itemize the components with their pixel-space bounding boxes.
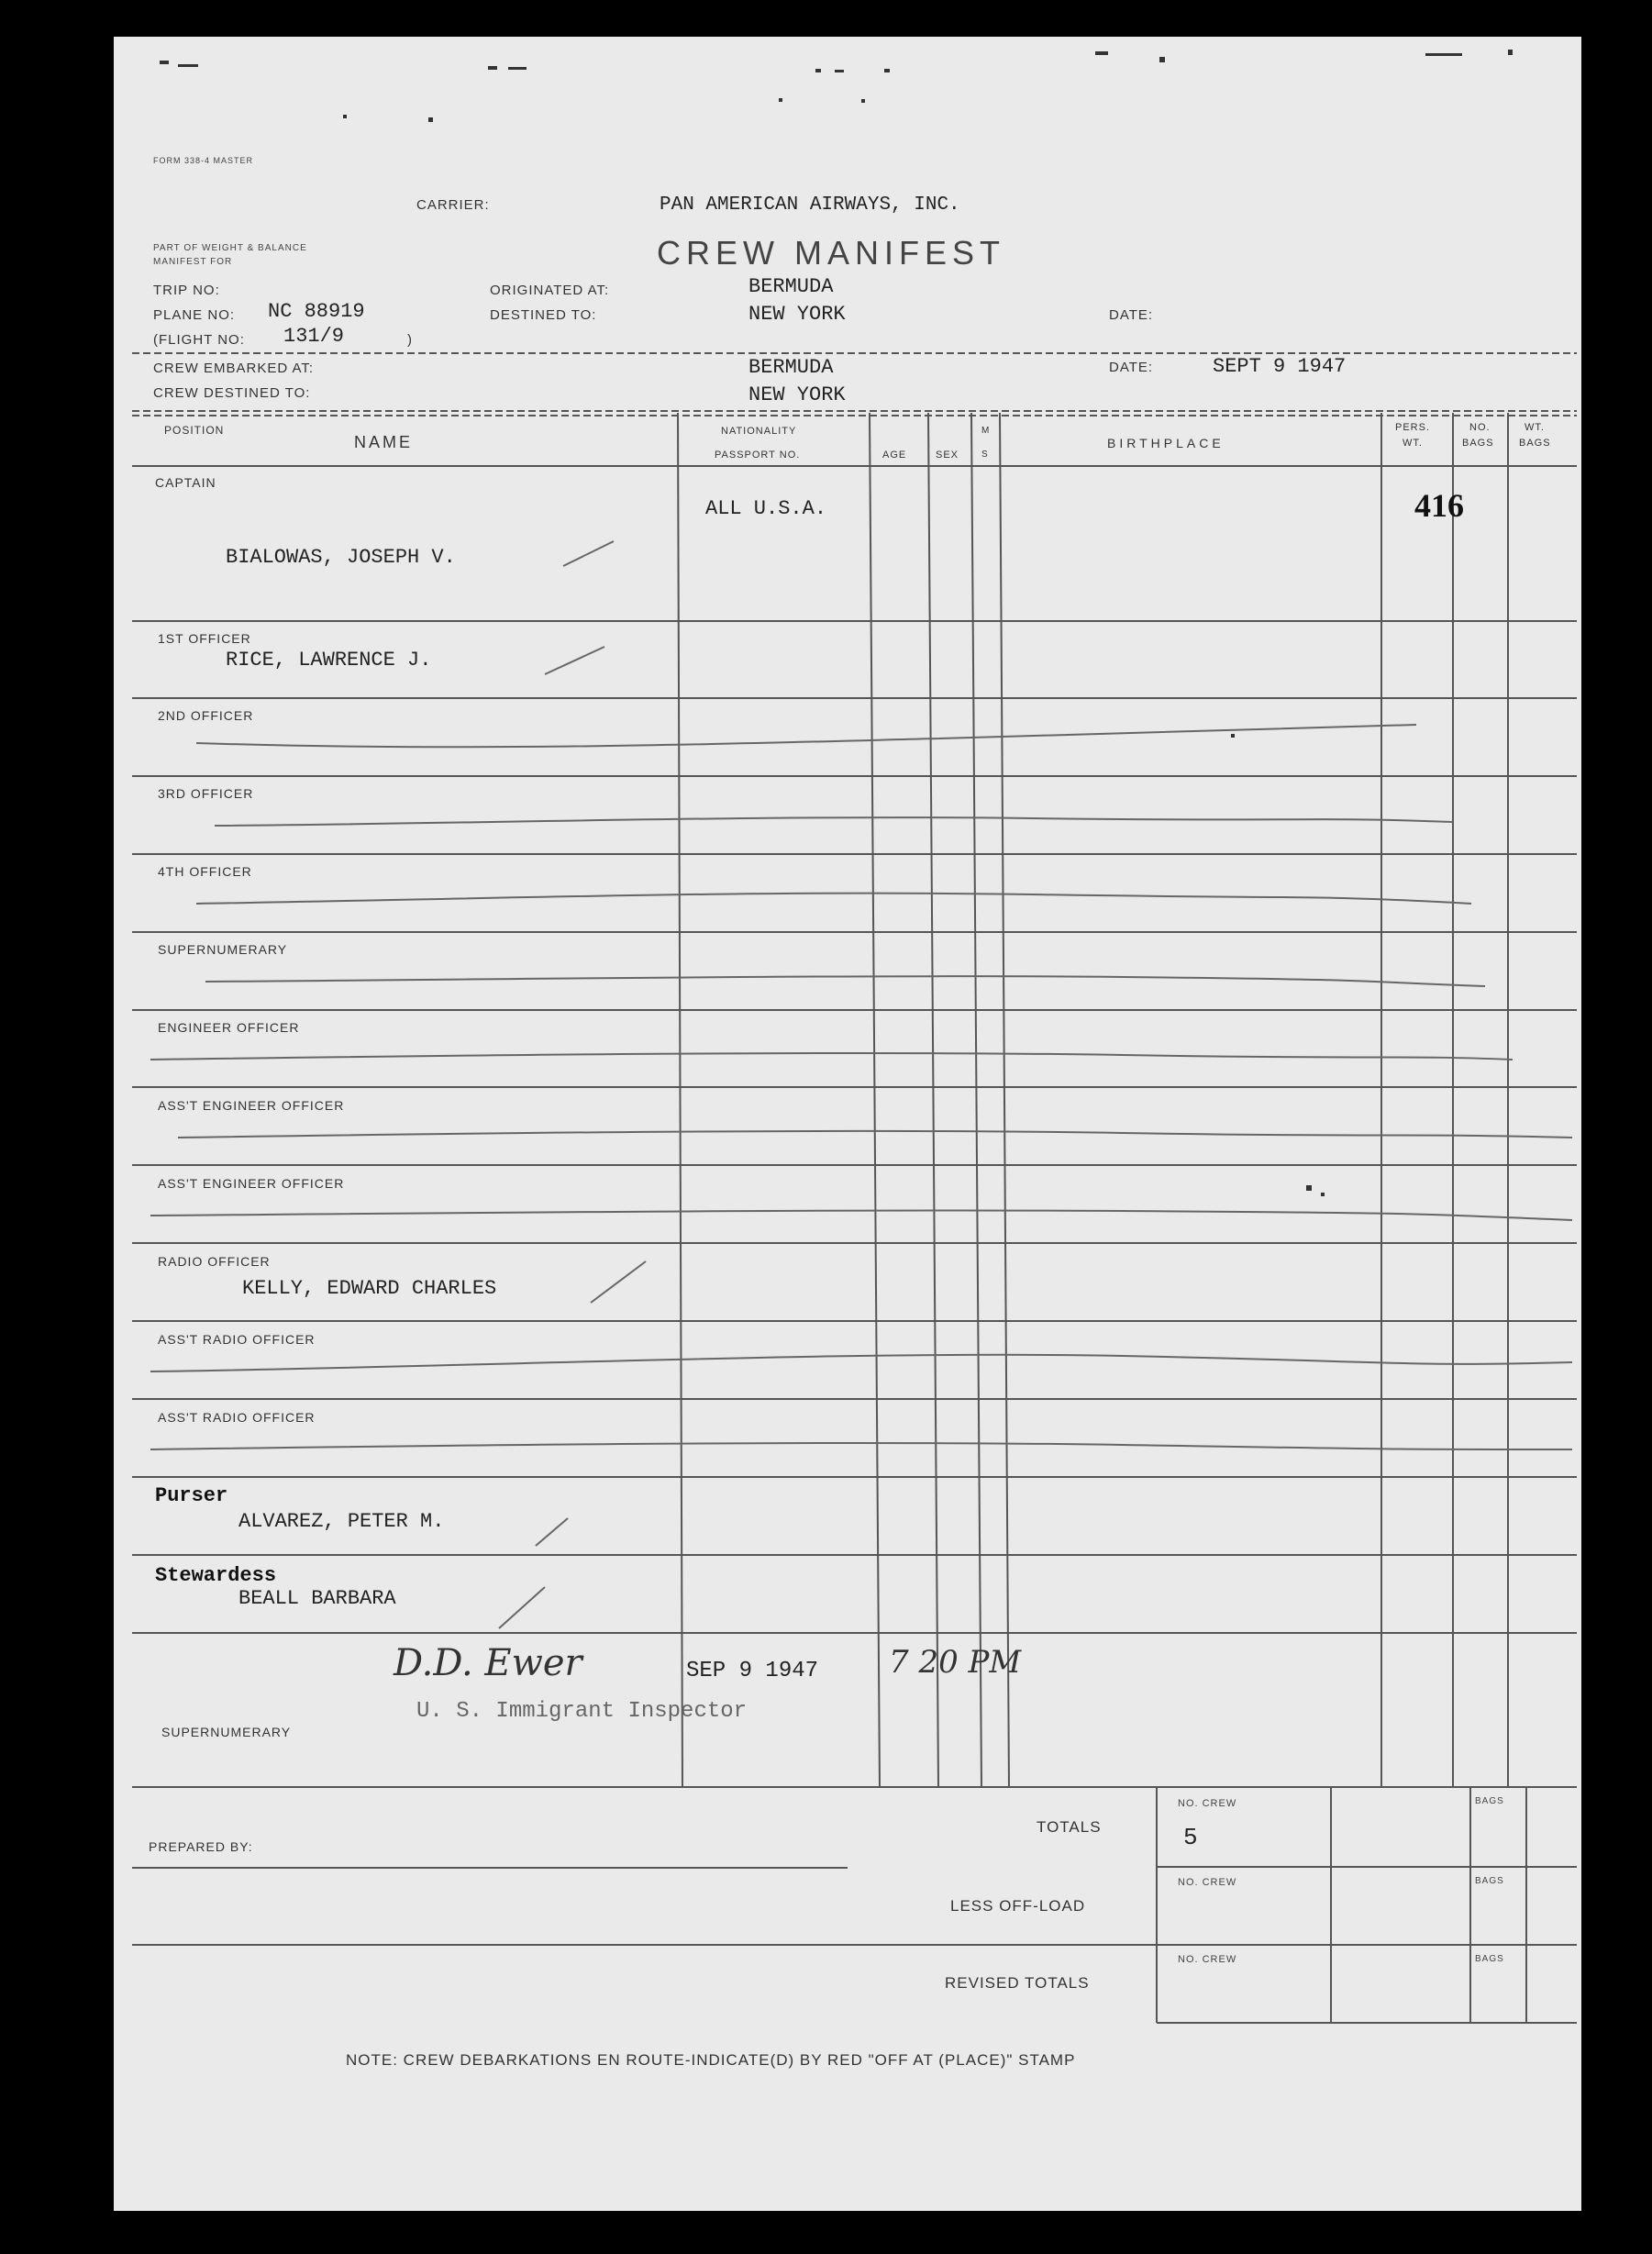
part-of-line1: PART OF WEIGHT & BALANCE xyxy=(153,243,307,253)
row-position-2nd-officer: 2ND OFFICER xyxy=(158,708,254,723)
totals-label: TOTALS xyxy=(1037,1818,1102,1836)
crew-destined-label: CREW DESTINED TO: xyxy=(153,385,311,401)
crew-destined-value: NEW YORK xyxy=(748,383,846,406)
col-pers-wt-2: WT. xyxy=(1403,438,1423,449)
inspector-signature: D.D. Ewer xyxy=(394,1642,582,1684)
inspector-title: U. S. Immigrant Inspector xyxy=(416,1699,748,1724)
first-officer-name: RICE, LAWRENCE J. xyxy=(226,649,432,672)
carrier-label: CARRIER: xyxy=(416,197,490,213)
row-position-asst-engineer-2: ASS'T ENGINEER OFFICER xyxy=(158,1176,345,1191)
col-age: AGE xyxy=(882,450,907,461)
form-title: CREW MANIFEST xyxy=(657,234,1005,272)
row-position-asst-radio-1: ASS'T RADIO OFFICER xyxy=(158,1332,316,1347)
offload-bags-label: BAGS xyxy=(1475,1876,1504,1886)
col-wt-bags-2: BAGS xyxy=(1519,438,1551,449)
prepared-by-label: PREPARED BY: xyxy=(149,1839,253,1854)
row-position-captain: CAPTAIN xyxy=(155,475,216,490)
destined-label: DESTINED TO: xyxy=(490,307,597,323)
row-position-asst-radio-2: ASS'T RADIO OFFICER xyxy=(158,1410,316,1425)
col-position: POSITION xyxy=(164,424,225,437)
row-position-3rd-officer: 3RD OFFICER xyxy=(158,786,254,801)
form-grid xyxy=(114,37,1581,2211)
col-ms-2: S xyxy=(981,450,989,460)
trip-no-label: TRIP NO: xyxy=(153,283,220,298)
footer-note: NOTE: CREW DEBARKATIONS EN ROUTE-INDICATE(D) BY RED "OFF AT (PLACE)" STAMP xyxy=(346,2051,1076,2069)
nationality-value: ALL U.S.A. xyxy=(705,497,827,520)
originated-value: BERMUDA xyxy=(748,275,834,298)
row-position-1st-officer: 1ST OFFICER xyxy=(158,631,251,646)
carrier-value: PAN AMERICAN AIRWAYS, INC. xyxy=(660,194,960,216)
stewardess-name: BEALL BARBARA xyxy=(238,1587,396,1610)
crew-embarked-label: CREW EMBARKED AT: xyxy=(153,361,315,376)
offload-no-crew-label: NO. CREW xyxy=(1178,1877,1237,1888)
col-ms-1: M xyxy=(981,426,991,436)
row-position-purser: Purser xyxy=(155,1484,228,1507)
revised-totals-label: REVISED TOTALS xyxy=(945,1974,1090,1992)
col-no-bags-1: NO. xyxy=(1469,422,1491,433)
col-nationality-2: PASSPORT NO. xyxy=(715,450,801,461)
col-nationality-1: NATIONALITY xyxy=(721,426,797,437)
flight-no-close: ) xyxy=(407,332,413,348)
manifest-page xyxy=(114,37,1581,2211)
destined-value: NEW YORK xyxy=(748,303,846,326)
row-position-radio-officer: RADIO OFFICER xyxy=(158,1254,271,1269)
flight-no-label: (FLIGHT NO: xyxy=(153,332,245,348)
purser-name: ALVAREZ, PETER M. xyxy=(238,1510,445,1533)
col-wt-bags-1: WT. xyxy=(1524,422,1545,433)
row-position-supernumerary-2: SUPERNUMERARY xyxy=(161,1725,292,1739)
originated-label: ORIGINATED AT: xyxy=(490,283,610,298)
form-number: FORM 338-4 MASTER xyxy=(153,156,254,165)
captain-name: BIALOWAS, JOSEPH V. xyxy=(226,546,456,569)
flight-no-value: 131/9 xyxy=(283,325,345,348)
row-position-engineer-officer: ENGINEER OFFICER xyxy=(158,1020,300,1035)
plane-no-label: PLANE NO: xyxy=(153,307,236,323)
stamp-time: 7 20 PM xyxy=(889,1644,1022,1681)
revised-bags-label: BAGS xyxy=(1475,1954,1504,1964)
col-no-bags-2: BAGS xyxy=(1462,438,1494,449)
date2-label: DATE: xyxy=(1109,360,1154,375)
plane-no-value: NC 88919 xyxy=(268,300,365,323)
totals-crew-value: 5 xyxy=(1183,1824,1198,1851)
stamp-date: SEP 9 1947 xyxy=(686,1659,819,1683)
col-name: NAME xyxy=(354,433,414,451)
radio-officer-name: KELLY, EDWARD CHARLES xyxy=(242,1277,497,1300)
row-position-stewardess: Stewardess xyxy=(155,1564,277,1587)
col-pers-wt-1: PERS. xyxy=(1395,422,1431,433)
part-of-line2: MANIFEST FOR xyxy=(153,257,233,267)
col-sex: SEX xyxy=(936,450,959,461)
totals-bags-label: BAGS xyxy=(1475,1796,1504,1806)
date2-value: SEPT 9 1947 xyxy=(1213,355,1347,378)
row-position-supernumerary: SUPERNUMERARY xyxy=(158,942,288,957)
less-offload-label: LESS OFF-LOAD xyxy=(950,1897,1086,1915)
date-label: DATE: xyxy=(1109,307,1154,323)
crew-embarked-value: BERMUDA xyxy=(748,356,834,379)
row-position-asst-engineer-1: ASS'T ENGINEER OFFICER xyxy=(158,1098,345,1113)
col-birthplace: BIRTHPLACE xyxy=(1107,436,1225,450)
pers-wt-value: 416 xyxy=(1414,487,1464,524)
row-position-4th-officer: 4TH OFFICER xyxy=(158,864,252,879)
revised-no-crew-label: NO. CREW xyxy=(1178,1954,1237,1965)
totals-no-crew-label: NO. CREW xyxy=(1178,1798,1237,1809)
